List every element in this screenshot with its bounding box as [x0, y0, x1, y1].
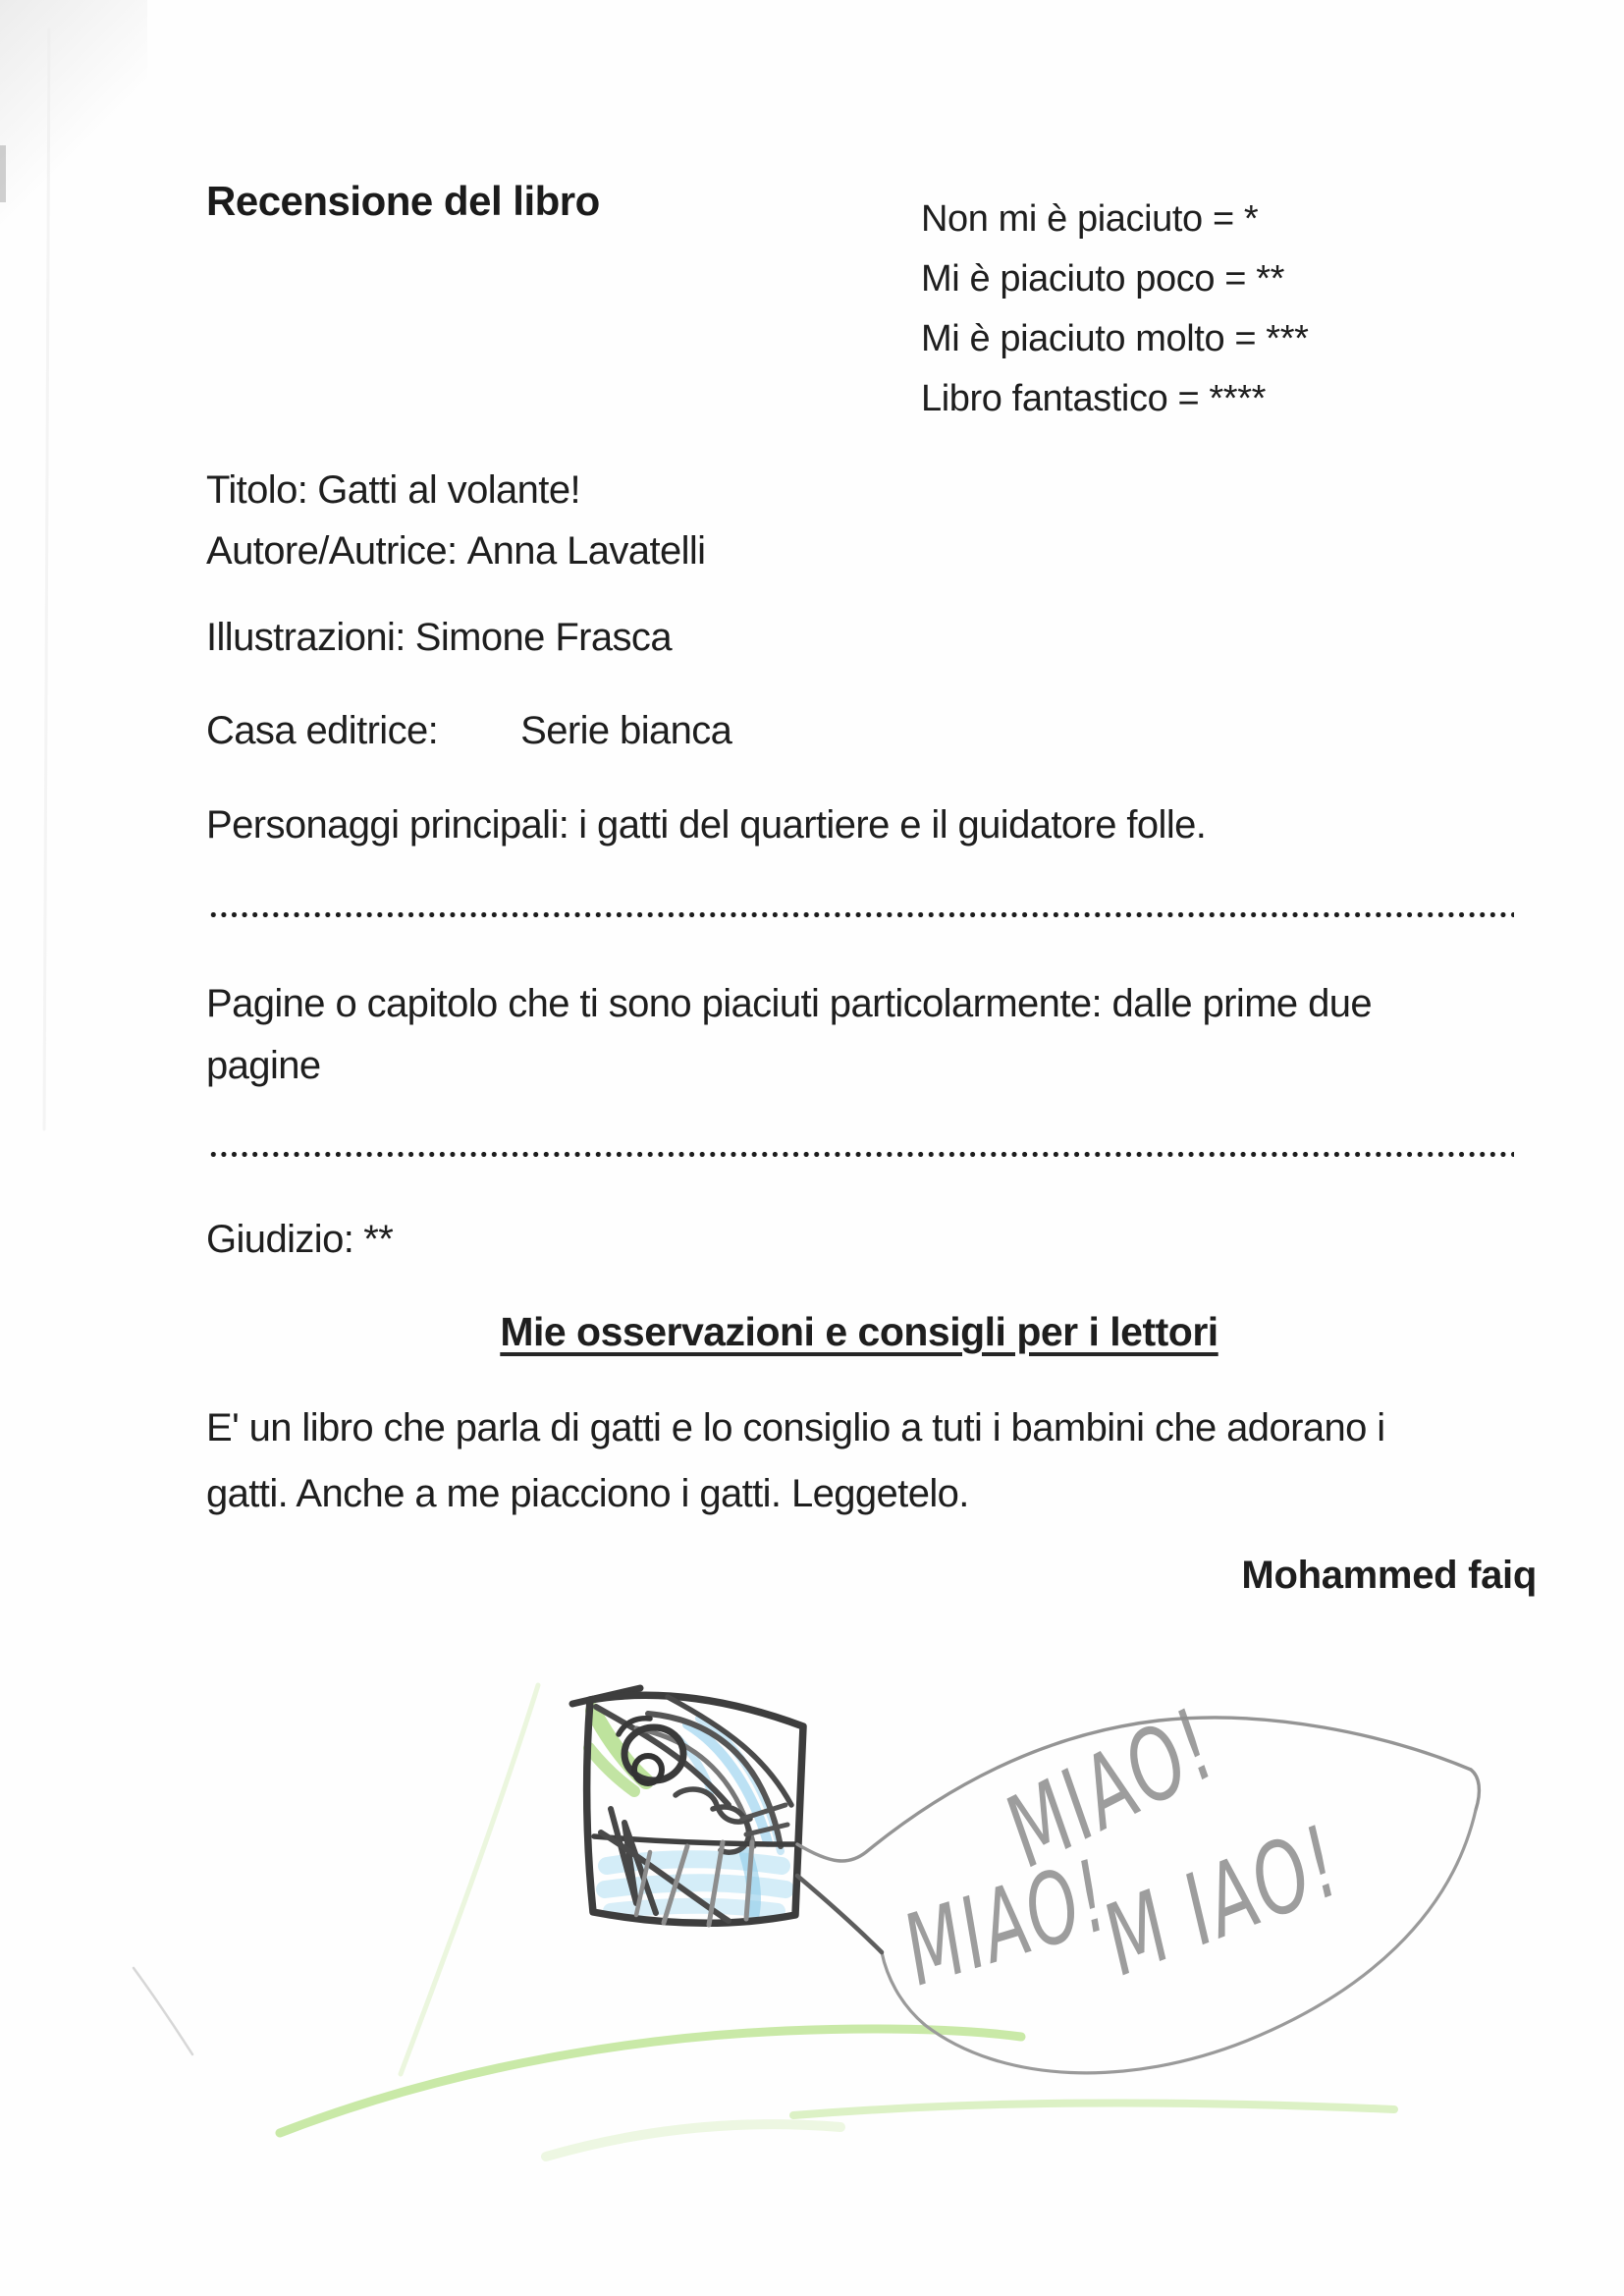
bubble-text-group	[892, 1688, 1356, 2007]
field-illustrazioni	[206, 616, 672, 660]
giudizio-value: **	[363, 1218, 394, 1261]
field-titolo	[206, 468, 580, 513]
sketch-gray-line-1	[664, 1846, 687, 1923]
bubble-text-2: MIAO!	[891, 1837, 1122, 2008]
square-frame-overshoot	[572, 1688, 640, 1704]
titolo-value: Gatti al volante!	[317, 468, 580, 512]
sketch-gray-line-2	[709, 1842, 723, 1925]
blue-crayon-vertical	[746, 1854, 754, 1917]
speech-bubble-top	[797, 1718, 1471, 1861]
sketch-zigzag	[611, 1809, 656, 1913]
sketch-line-right-2	[746, 1825, 787, 1834]
blue-crayon-shade-2	[605, 1883, 785, 1889]
personaggi-value: i gatti del quartiere e il guidatore folle.	[578, 803, 1207, 847]
field-personaggi	[206, 803, 1206, 847]
sketch-windshield-inner	[636, 1728, 754, 1846]
titolo-label: Titolo:	[206, 468, 308, 512]
dotted-separator-1	[208, 911, 1514, 918]
field-autore	[206, 529, 705, 574]
bubble-text-3: M IAO!	[1089, 1805, 1357, 1998]
sketch-swoosh	[601, 1832, 729, 1921]
rating-legend	[921, 190, 1308, 429]
illustrazioni-label: Illustrazioni:	[206, 616, 406, 659]
scan-crease	[44, 29, 49, 1129]
giudizio-label: Giudizio:	[206, 1218, 354, 1261]
blue-crayon-windshield-2	[699, 1719, 781, 1851]
sketch-dashboard-line	[594, 1836, 795, 1844]
green-crayon-patch-2	[589, 1748, 634, 1791]
sketch-windshield	[648, 1714, 781, 1846]
sketch-cat-body	[713, 1807, 748, 1852]
sketch-gray-line-3	[746, 1842, 752, 1919]
personaggi-label: Personaggi principali:	[206, 803, 569, 847]
sketch-cat-ear	[619, 1719, 650, 1734]
autore-label: Autore/Autrice:	[206, 529, 458, 573]
autore-value: Anna Lavatelli	[466, 529, 706, 573]
green-crayon-faint	[546, 2124, 840, 2157]
field-pagine-line1: Pagine o capitolo che ti sono piaciuti particolarmente: dalle prime due	[206, 982, 1373, 1025]
observations-heading: Mie osservazioni e consigli per i lettori	[500, 1309, 1218, 1354]
blue-crayon-windshield	[687, 1724, 768, 1842]
speech-bubble-bottom	[882, 1810, 1476, 2073]
sketch-line-right-1	[742, 1805, 785, 1819]
casa-editrice-label: Casa editrice:	[206, 709, 439, 752]
field-pagine-line2: pagine	[206, 1044, 321, 1087]
square-frame	[587, 1695, 803, 1923]
sketch-gray-line-4	[636, 1852, 650, 1915]
speech-bubble-tail	[797, 1876, 882, 1952]
dotted-separator-2	[208, 1151, 1514, 1158]
scan-corner-shade	[0, 0, 147, 275]
blue-crayon-shade-1	[607, 1859, 782, 1866]
green-crayon-patch	[593, 1711, 646, 1781]
faint-pencil-mark	[134, 1968, 192, 2054]
legend-item-3: Mi è piaciuto molto = ***	[921, 318, 1309, 359]
legend-item-1: Non mi è piaciuto = *	[921, 198, 1259, 240]
page-title: Recensione del libro	[206, 178, 600, 224]
casa-editrice-value: Serie bianca	[520, 709, 732, 752]
legend-item-4: Libro fantastico = ****	[921, 378, 1266, 419]
green-crayon-line-2	[793, 2103, 1394, 2115]
field-giudizio	[206, 1218, 393, 1262]
sketch-diagonal	[668, 1697, 791, 1805]
sketch-cat-arm	[676, 1789, 750, 1822]
signature: Mohammed faiq	[1241, 1554, 1537, 1597]
observations-line2: gatti. Anche a me piacciono i gatti. Leggetelo.	[206, 1472, 969, 1515]
bubble-text-1: MIAO!	[988, 1688, 1235, 1889]
observations-line1: E' un libro che parla di gatti e lo consiglio a tuti i bambini che adorano i	[206, 1406, 1385, 1449]
sketch-wheel-hub	[634, 1756, 662, 1783]
scan-edge-mark	[0, 145, 6, 202]
blue-crayon-shade-3	[611, 1906, 778, 1911]
legend-item-2: Mi è piaciuto poco = **	[921, 258, 1284, 300]
field-casa-editrice	[206, 709, 731, 753]
green-crayon-arc	[280, 2029, 1021, 2133]
sketch-steering-wheel	[624, 1727, 683, 1780]
blue-crayon-wheel	[677, 1738, 711, 1791]
green-crayon-diagonal	[401, 1685, 538, 2074]
illustrazioni-value: Simone Frasca	[414, 616, 672, 659]
speech-bubble-right-fold	[1471, 1770, 1479, 1810]
sketch-roof-line	[596, 1707, 729, 1805]
